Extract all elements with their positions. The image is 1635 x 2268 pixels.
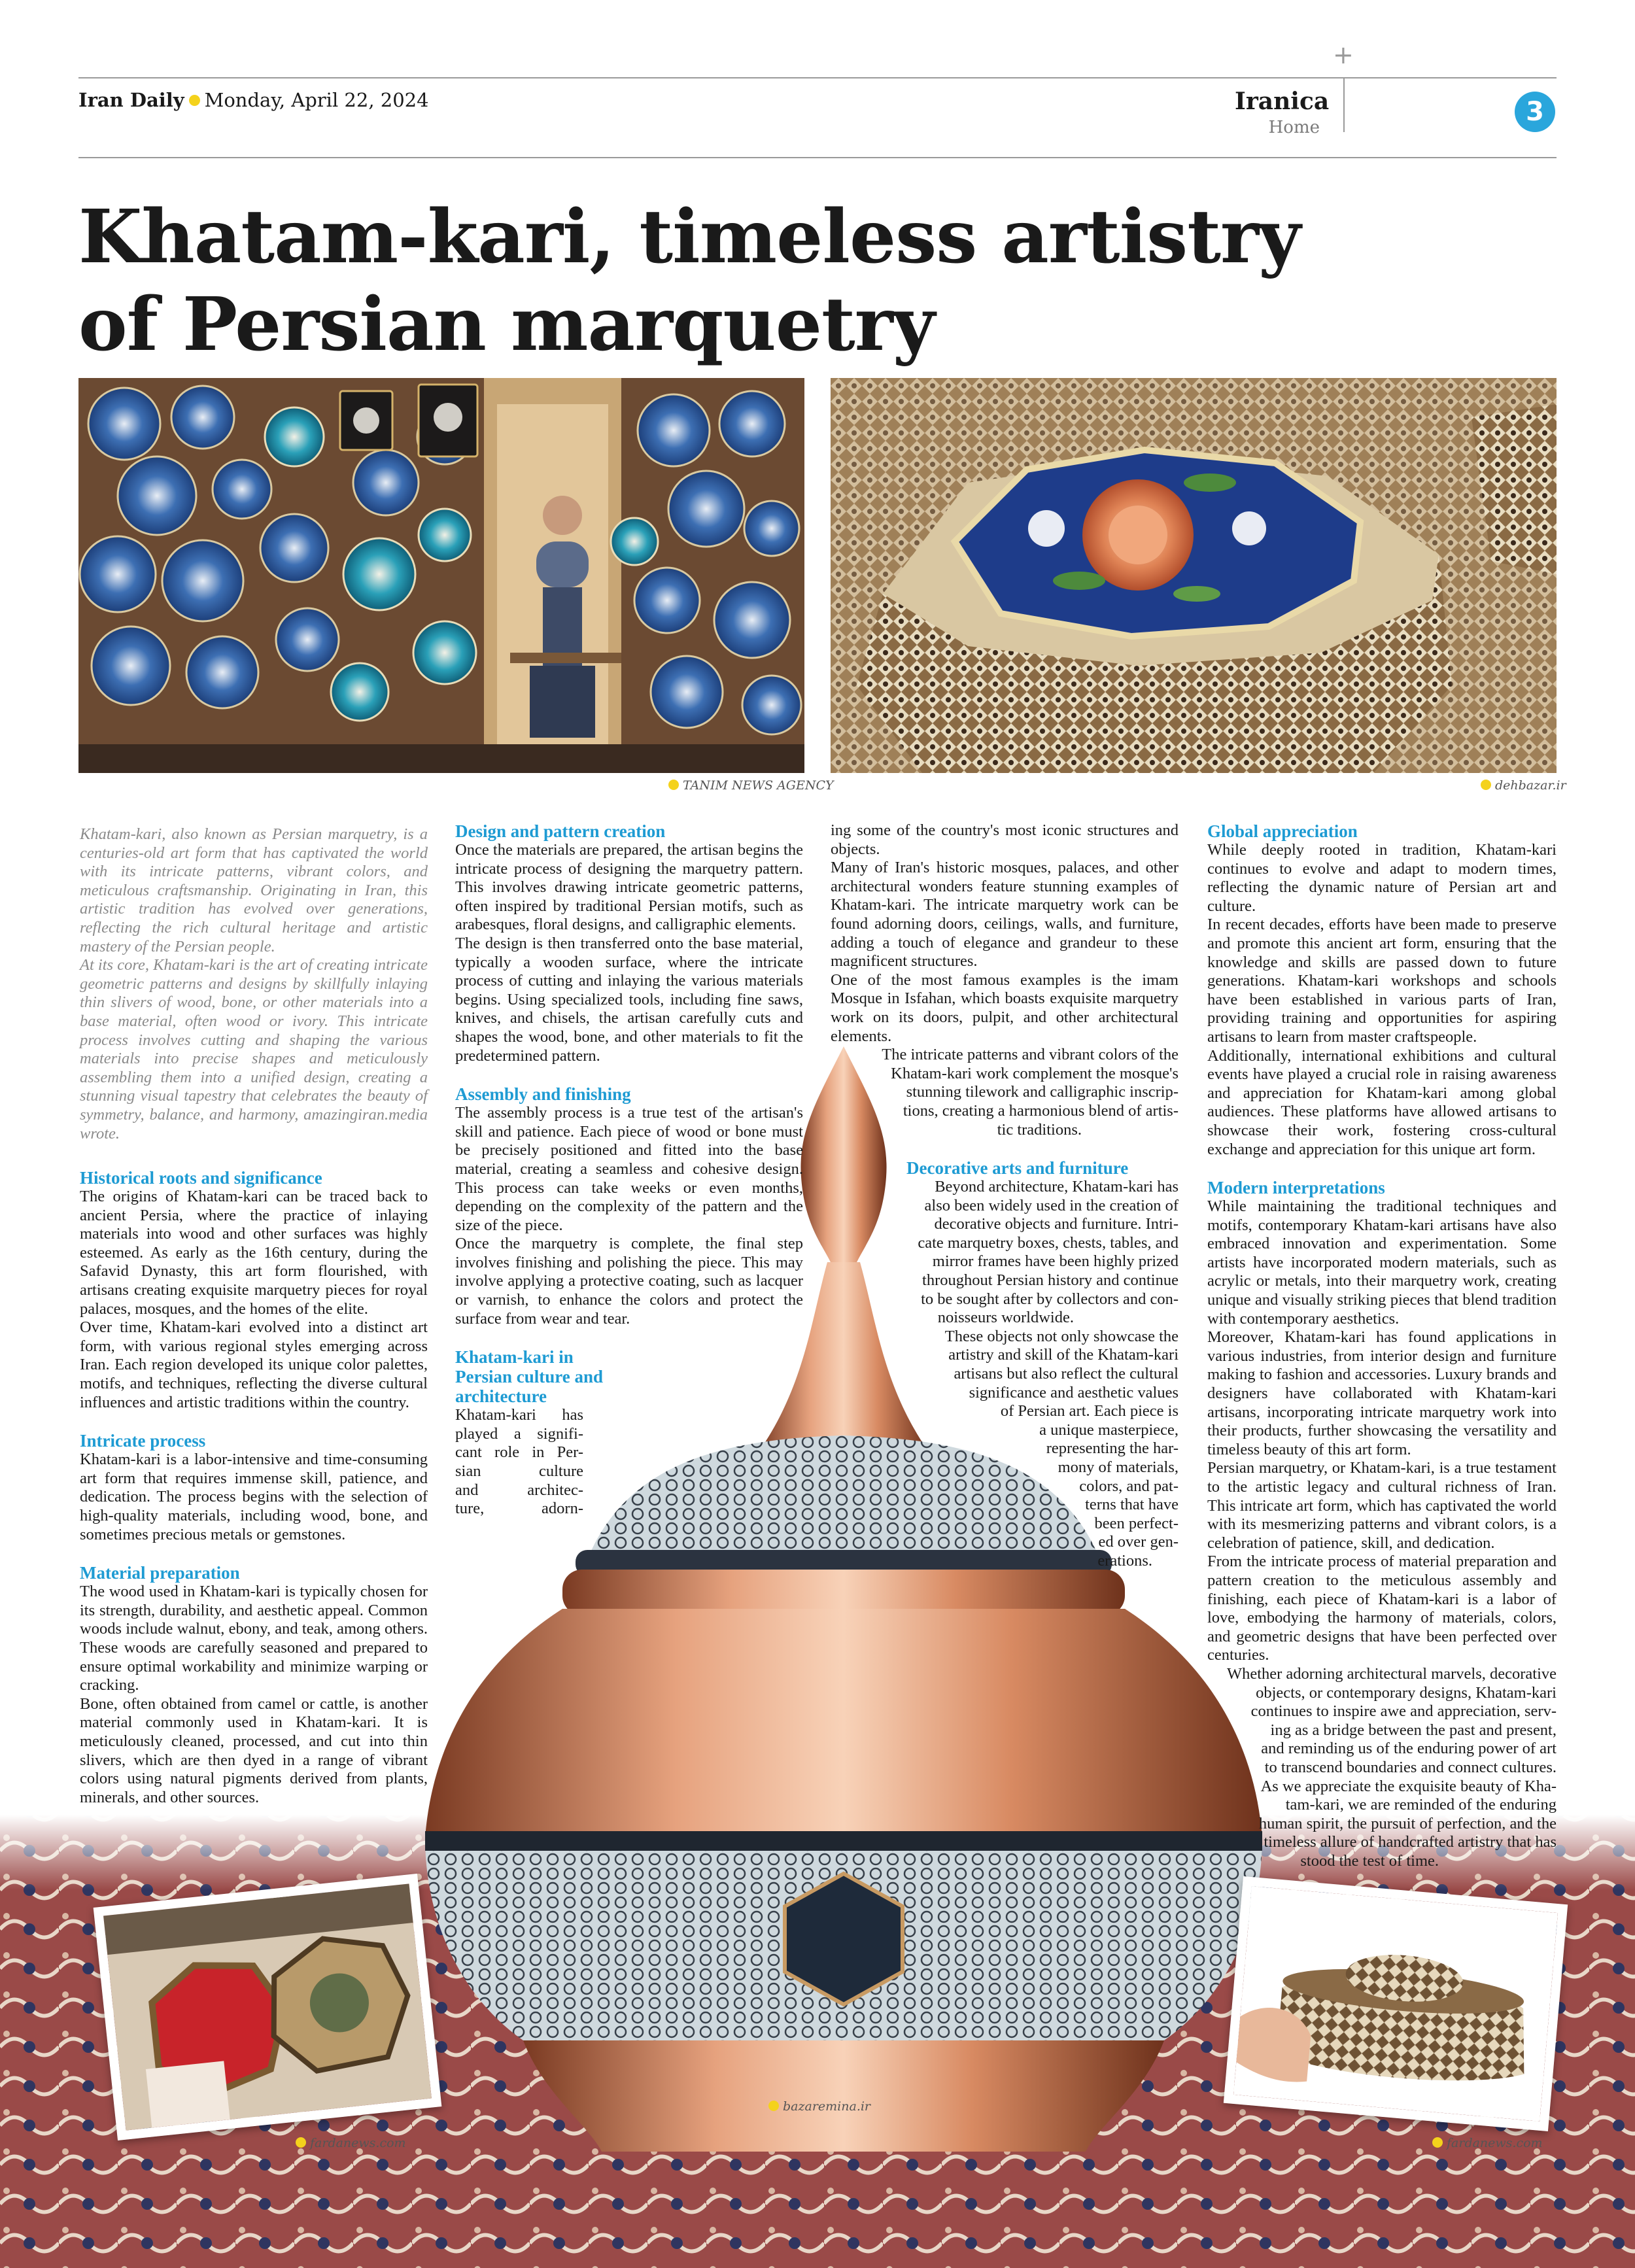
spacer xyxy=(1207,1159,1557,1178)
subheading-culture-architecture: Khatam-kari in Persian culture and architecture xyxy=(455,1347,604,1407)
article-column-1 xyxy=(80,825,428,1807)
subheading-global-appreciation: Global appreciation xyxy=(1207,821,1358,841)
spacer xyxy=(831,1139,1179,1158)
photo-khatam-hand-box xyxy=(1224,1876,1568,2131)
photo-khatam-tray xyxy=(94,1874,442,2140)
plus-icon: + xyxy=(1333,41,1354,69)
intro-paragraph: At its core, Khatam-kari is the art of creating intricate geometric patterns and designs by skillfully inlaying thin slivers of wood, bone, or other materials into a base material, often wood or ivory. This intricate process involves cutting and shaping the various materials into precise shapes and meticulously assembling them into a unified design, creating a stunning visual tapestry that celebrates the beauty of symmetry, balance, and harmony, amazingiran.media wrote. xyxy=(80,956,428,1143)
body-paragraph: Once the marquetry is complete, the final step involves finishing and polishing the piece. This may involve applying a protective coating, such as lacquer or varnish, to enhance the colors and protect the surface from wear and tear. xyxy=(455,1235,803,1328)
header-divider xyxy=(1343,78,1345,132)
subheading-historical-roots: Historical roots and significance xyxy=(80,1168,322,1188)
body-paragraph: The design is then transferred onto the base material, typically a wooden surface, where the intricate process of cutting and inlaying the various materials begins. Using specialized tools, including fine saws, knives, and chisels, the artisan carefully cuts and shapes the wood, bone, and other materials to fit the predetermined pattern. xyxy=(455,934,803,1065)
body-paragraph: ing some of the country's most iconic structures and objects. xyxy=(831,821,1179,858)
spacer xyxy=(80,1544,428,1563)
dot-icon xyxy=(1481,780,1491,790)
section-name: Iranica xyxy=(1235,88,1330,115)
body-paragraph: Persian marquetry, or Khatam-kari, is a true testament to the artistic legacy and cultural richness of Iran. This intricate art form, which has captivated the world with its mesmerizing patterns and vibrant colors, is a celebration of patience, skill, and dedication. xyxy=(1207,1459,1557,1552)
credit-photo-1: TANIM NEWS AGENCY xyxy=(668,778,834,793)
subheading-material-preparation: Material preparation xyxy=(80,1563,240,1583)
dot-icon xyxy=(768,2101,779,2111)
header-top-rule xyxy=(78,77,1557,78)
spacer xyxy=(80,1143,428,1168)
subsection-name: Home xyxy=(1268,118,1320,137)
photo-khatam-shop xyxy=(78,378,804,773)
body-paragraph: One of the most famous examples is the imam Mosque in Isfahan, which boasts exquisite marquetry work on its doors, pulpit, and other architectural elements. xyxy=(831,971,1179,1045)
credit-photo-2: dehbazar.ir xyxy=(1481,778,1566,793)
spacer xyxy=(455,1065,803,1084)
body-paragraph: Additionally, international exhibitions and cultural events have played a crucial role in raising awareness and appreciation for Khatam-kari among global audiences. These platforms have allowed artisans to showcase their work, fostering cross-cultural exchange and appreciation for this unique art form. xyxy=(1207,1046,1557,1158)
credit-photo-bowl: bazaremina.ir xyxy=(768,2099,870,2114)
body-paragraph: Moreover, Khatam-kari has found applications in various industries, from interior design and furniture making to fashion and accessories. Luxury brands and designers have collaborated with Khatam-kari artisans, incorporating intricate marquetry work into their products, further showcasing the versatility and timeless beauty of this art form. xyxy=(1207,1328,1557,1458)
masthead xyxy=(78,89,429,111)
body-paragraph: Bone, often obtained from camel or cattle, is another material commonly used in Khatam-kari. It is meticulously cleaned, processed, and cut into thin slivers, which are then dyed in a range of vibrant colors using natural pigments derived from plants, minerals, and other sources. xyxy=(80,1694,428,1806)
subheading-assembly-finishing: Assembly and finishing xyxy=(455,1084,631,1105)
spacer xyxy=(455,1328,803,1347)
article-column-4 xyxy=(1207,821,1557,1870)
subheading-intricate-process: Intricate process xyxy=(80,1431,206,1451)
body-paragraph: The origins of Khatam-kari can be traced back to ancient Persia, where the practice of inlaying materials into wood and other surfaces was highly esteemed. As early as the 16th century, during the Safavid Dynasty, this art form flourished, with artisans creating exquisite marquetry pieces for royal palaces, mosques, and the homes of the elite. xyxy=(80,1188,428,1318)
body-paragraph: Khatam-kari is a labor-intensive and time-consuming art form that requires immense skill, patience, and dedication. The process begins with the selection of high-quality materials, including wood, bone, and sometimes precious metals or gemstones. xyxy=(80,1451,428,1543)
body-paragraph: Many of Iran's historic mosques, palaces, and other architectural wonders feature stunning examples of Khatam-kari. The intricate marquetry work can be found adorning doors, ceilings, walls, and furniture, adding a touch of elegance and grandeur to these magnificent structures. xyxy=(831,859,1179,971)
body-paragraph: Over time, Khatam-kari evolved into a distinct art form, with various regional styles emerging across Iran. Each region developed its unique color palettes, motifs, and techniques, reflecting the diverse cultural influences and artistic traditions within the country. xyxy=(80,1318,428,1411)
credit-photo-left: fardanews.com xyxy=(296,2136,406,2150)
dot-icon xyxy=(1432,2137,1443,2148)
headline xyxy=(78,194,1321,369)
article-column-3 xyxy=(831,821,1179,1571)
subheading-design-pattern: Design and pattern creation xyxy=(455,821,666,841)
body-paragraph: While maintaining the traditional techniques and motifs, contemporary Khatam-kari artisans have also embraced innovation and experimentation. Some artists have incorporated modern materials, such as acrylic or metals, into their marquetry work, creating unique and visually striking pieces that blend tradition with contemporary aesthetics. xyxy=(1207,1197,1557,1328)
wrapped-text-block: Khatam-kari has played a signifi- cant role in Per- sian culture and architec- ture, adorn- xyxy=(455,1406,583,1518)
hand-box-illustration xyxy=(1233,1886,1558,2122)
issue-date: Monday, April 22, 2024 xyxy=(204,89,429,111)
headline-line-2: of Persian marquetry xyxy=(78,282,935,368)
subheading-modern-interpretations: Modern interpretations xyxy=(1207,1178,1385,1198)
body-paragraph: The wood used in Khatam-kari is typically chosen for its strength, durability, and aesthetic appeal. Common woods include walnut, ebony, and teak, among others. These woods are carefully seasoned and prepared to ensure optimal workability and minimize warping or cracking. xyxy=(80,1583,428,1694)
photo-khatam-box xyxy=(831,378,1557,773)
credit-photo-right: fardanews.com xyxy=(1432,2136,1543,2150)
wrapped-text-block: Whether adorning architectural marvels, decorative objects, or contemporary designs, Khatam-kari continues to inspire awe and appreciation, serv- ing as a bridge between the past and present, and reminding us of the enduring power of art to transcend boundaries and connect cultures. As we appreciate the exquisite beauty of Kha- tam-kari, we are reminded of the enduring human spirit, the pursuit of perfection, and the timeless allure of handcrafted artistry that has stood the test of time. xyxy=(1226,1664,1557,1870)
headline-line-1: Khatam-kari, timeless artistry xyxy=(78,194,1301,280)
wrapped-text-block: Beyond architecture, Khatam-kari has also been widely used in the creation of decorative objects and furniture. Intri- cate marquetry boxes, chests, tables, and mirror frames have been highly prized throughout Persian history and continue to be sought after by collectors and con- noisseurs worldwide. These objects not only showcase the artistry and skill of the Khatam-kari artisans but also reflect the cultural significance and aesthetic values of Persian art. Each piece is a unique masterpiece, representing the har- mony of materials, colors, and pat- terns that have been perfect- ed over gen- erations. xyxy=(918,1178,1179,1570)
box-illustration xyxy=(831,378,1557,773)
tray-illustration xyxy=(103,1883,432,2130)
body-paragraph: The assembly process is a true test of the artisan's skill and patience. Each piece of wood or bone must be precisely positioned and fitted into the base material, creating a seamless and cohesive design. This process can take weeks or even months, depending on the complexity of the pattern and the size of the piece. xyxy=(455,1104,803,1234)
subheading-decorative-arts: Decorative arts and furniture xyxy=(906,1158,1129,1178)
spacer xyxy=(80,1412,428,1431)
body-paragraph: While deeply rooted in tradition, Khatam-kari continues to evolve and adapt to modern times, reflecting the dynamic nature of Persian art and culture. xyxy=(1207,841,1557,915)
brand-name: Iran Daily xyxy=(78,89,184,111)
article-column-2 xyxy=(455,821,803,1519)
wrapped-text-block: The intricate patterns and vibrant colors of the Khatam-kari work complement the mosque's stunning tilework and calligraphic inscrip- tions, creating a harmonious blend of artis- tic traditions. xyxy=(882,1046,1179,1139)
header-bottom-rule xyxy=(78,157,1557,158)
dot-icon xyxy=(189,95,200,106)
page-number: 3 xyxy=(1515,92,1555,132)
body-paragraph: From the intricate process of material preparation and pattern creation to the meticulous assembly and finishing, each piece of Khatam-kari is a labor of love, embodying the harmony of materials, colors, and geometric designs that have been perfected over centuries. xyxy=(1207,1553,1557,1664)
body-paragraph: In recent decades, efforts have been made to preserve and promote this ancient art form, ensuring that the knowledge and skills are passed down to future generations. Khatam-kari workshops and schools have been established in various parts of Iran, providing training and opportunities for aspiring artisans to learn from master craftspeople. xyxy=(1207,916,1557,1046)
intro-paragraph: Khatam-kari, also known as Persian marquetry, is a centuries-old art form that has captivated the world with its intricate patterns, vibrant colors, and meticulous craftsmanship. Originating in Iran, this artistic tradition has evolved over generations, reflecting the rich cultural heritage and artistic mastery of the Persian people. xyxy=(80,825,428,955)
dot-icon xyxy=(296,2137,306,2148)
shop-illustration xyxy=(78,378,804,773)
dot-icon xyxy=(668,780,679,790)
body-paragraph: Once the materials are prepared, the artisan begins the intricate process of designing the marquetry pattern. This involves drawing intricate geometric patterns, often inspired by traditional Persian motifs, such as arabesques, floral designs, and calligraphic elements. xyxy=(455,841,803,934)
